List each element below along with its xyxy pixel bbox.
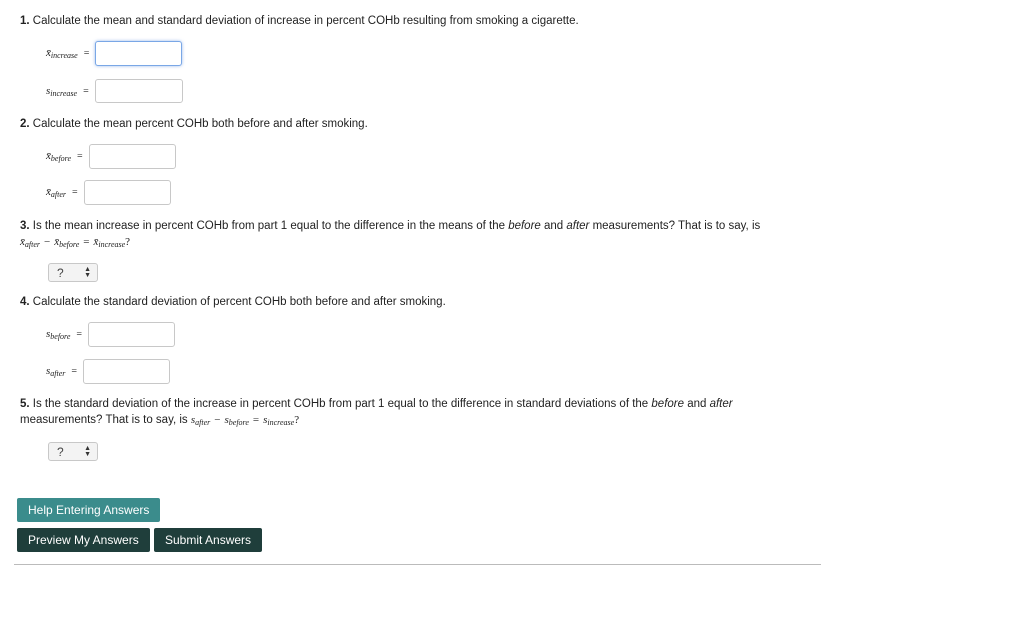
sd-increase-input[interactable] <box>95 79 183 103</box>
q5-answer-select[interactable] <box>48 442 98 461</box>
preview-answers-button[interactable]: Preview My Answers <box>17 528 150 552</box>
question-text: Calculate the standard deviation of percent COHb both before and after smoking. <box>32 296 446 308</box>
question-number: 2. <box>20 118 30 130</box>
question-text: measurements? That is to say, is <box>589 220 761 232</box>
help-entering-answers-button[interactable]: Help Entering Answers <box>17 498 160 522</box>
question-text: Is the standard deviation of the increase in percent COHb from part 1 equal to the difference in standard deviations of the <box>32 398 652 410</box>
answer-row-sd-increase <box>46 79 183 103</box>
question-number: 4. <box>20 296 30 308</box>
question-number: 3. <box>20 220 30 232</box>
select-value: ? <box>57 444 64 459</box>
emphasis-after: after <box>709 398 733 410</box>
question-4 <box>20 294 446 310</box>
updown-arrows-icon: ▲ ▼ <box>84 444 91 458</box>
equation-means: $x̄_{after}$ − $x̄_{before}$ = $x̄_{increase}$? <box>20 236 131 249</box>
submit-answers-button[interactable]: Submit Answers <box>154 528 262 552</box>
question-text: and <box>540 220 567 232</box>
updown-arrows-icon: ▲ ▼ <box>84 265 91 279</box>
mean-after-label: $x̄_{after}$ = <box>46 186 78 199</box>
question-text: and <box>684 398 710 410</box>
question-5 <box>20 396 800 431</box>
q3-answer-select[interactable] <box>48 263 98 282</box>
answer-row-sd-before <box>46 322 175 347</box>
sd-increase-label: $s_{increase}$ = <box>46 84 89 98</box>
question-number: 5. <box>20 398 30 410</box>
question-number: 1. <box>20 15 30 27</box>
select-value: ? <box>57 265 64 280</box>
mean-increase-label: $x̄_{increase}$ = <box>46 47 90 60</box>
answer-row-mean-after <box>46 180 171 205</box>
answer-row-mean-increase <box>46 41 182 66</box>
equation-sds: $s_{after} - s_{before} = s_{increase}$? <box>190 414 300 427</box>
question-2 <box>20 116 368 132</box>
emphasis-before: before <box>508 220 541 232</box>
answer-row-mean-before <box>46 144 176 169</box>
answer-row-sd-after <box>46 359 170 384</box>
sd-after-input[interactable] <box>83 359 170 384</box>
mean-before-label: $x̄_{before}$ = <box>46 150 83 163</box>
emphasis-after: after <box>566 220 590 232</box>
question-1 <box>20 13 579 29</box>
emphasis-before: before <box>651 398 685 410</box>
sd-before-label: $s_{before}$ = <box>46 328 83 341</box>
question-text: Is the mean increase in percent COHb from part 1 equal to the difference in the means of the <box>32 220 509 232</box>
sd-after-label: $s_{after}$ = <box>46 365 78 378</box>
mean-before-input[interactable] <box>89 144 176 169</box>
sd-before-input[interactable] <box>88 322 175 347</box>
question-text: Calculate the mean and standard deviation of increase in percent COHb resulting from smoking a cigarette. <box>32 15 579 27</box>
question-text: Calculate the mean percent COHb both before and after smoking. <box>32 118 368 130</box>
question-text: measurements? That is to say, is <box>20 414 191 426</box>
mean-after-input[interactable] <box>84 180 171 205</box>
question-3 <box>20 218 760 253</box>
mean-increase-input[interactable] <box>95 41 182 66</box>
divider <box>14 564 821 565</box>
